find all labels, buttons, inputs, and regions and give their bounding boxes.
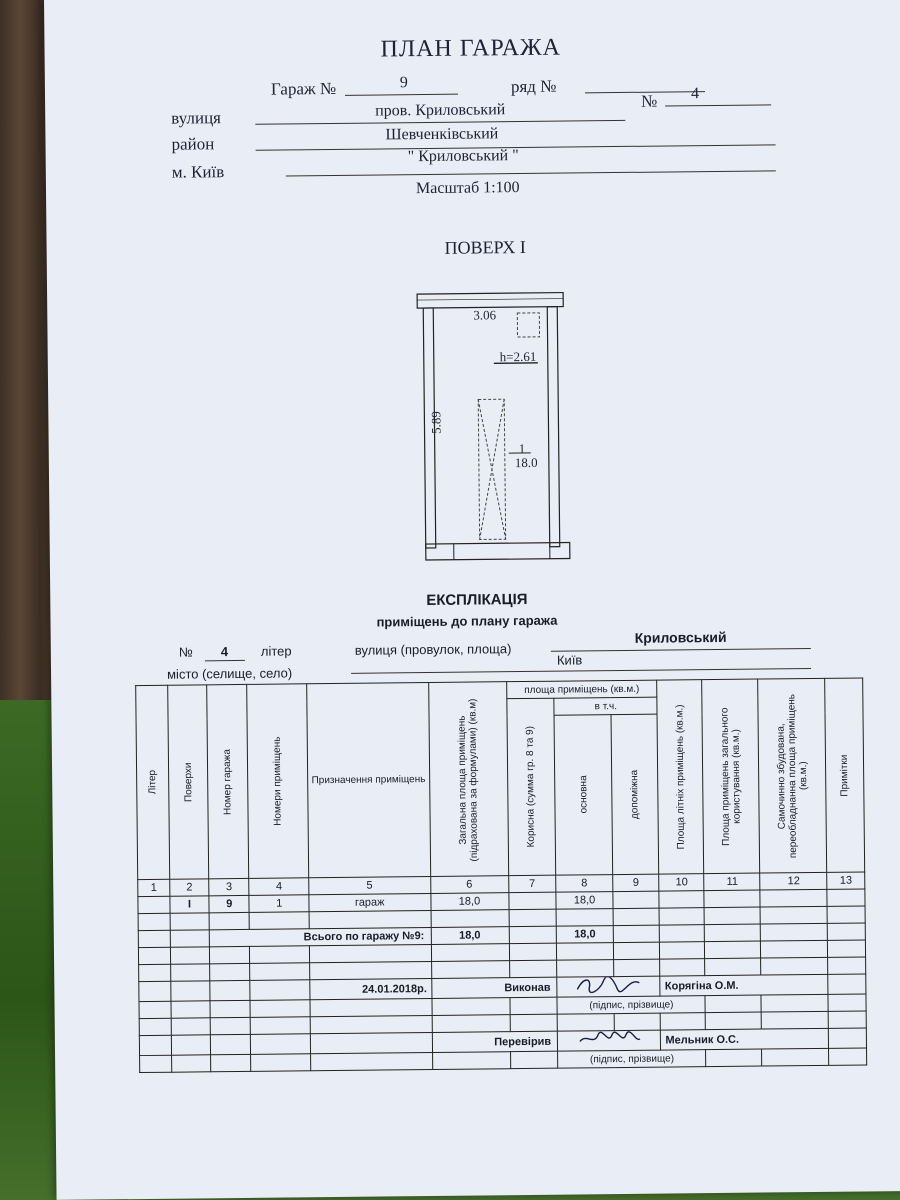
signature-2 (558, 1030, 661, 1051)
col-garage-no-header: Номер гаража (207, 684, 249, 878)
street-value: пров. Криловський (375, 101, 506, 120)
total-row: Всього по гаражу №9: 18,0 18,0 (138, 923, 865, 948)
incl-header: в т.ч. (554, 697, 657, 715)
no-label: № (178, 644, 193, 660)
col-main-header: основна (554, 715, 612, 876)
street-label: вулиця (171, 108, 222, 128)
col-floors-header: Поверхи (168, 685, 209, 879)
floor-title: ПОВЕРХ І (444, 236, 526, 258)
city-value-2: Київ (556, 652, 583, 668)
district-label: район (171, 134, 215, 154)
col-self-built-header: Самочинно збудована, переобладнанна площа приміщень (кв.м.) (758, 678, 827, 873)
col-total-area-header: Загальна площа приміщень (підрахована за формулами) (кв.м) (428, 682, 508, 877)
street-label-2: вулиця (провулок, площа) (354, 641, 512, 658)
signature-1 (557, 976, 660, 997)
coop-value: " Криловський " (407, 147, 519, 166)
number-label: № (640, 91, 658, 111)
number-value: 4 (690, 85, 700, 103)
col-aux-header: допоміжна (611, 714, 659, 874)
row-label: ряд № (510, 76, 557, 97)
executed-row: 24.01.2018р. Виконав Корягіна О.М. (139, 974, 866, 1002)
column-number-row: 1 2 3 4 5 6 7 8 9 10 11 12 13 (138, 872, 865, 897)
area-group-header: площа приміщень (кв.м.) (506, 680, 657, 699)
col-common-header: Площа приміщень загального користування (кв.м.) (702, 679, 760, 874)
room-area: 18.0 (514, 454, 538, 471)
col-notes-header: Примітки (825, 678, 865, 872)
room-number: 1 (518, 440, 526, 457)
sign-hint-row-2: (підпис, прізвище) (140, 1048, 867, 1073)
city-label: м. Київ (171, 162, 225, 182)
explication-title: ЕКСПЛІКАЦІЯ (426, 590, 528, 610)
col-purpose-header: Призначення приміщень (307, 683, 430, 878)
col-useful-header: Корисна (сумма гр. 8 та 9) (506, 698, 556, 875)
explication-table (135, 677, 867, 1073)
sign-hint-row-1: (підпис, прізвище) (139, 994, 866, 1019)
explication-subtitle: приміщень до плану гаража (376, 612, 558, 630)
document-page (44, 0, 900, 1200)
garage-value: 9 (399, 74, 408, 92)
city-label-2: місто (селище, село) (166, 665, 293, 682)
no-value: 4 (220, 644, 229, 660)
plan-length: 5.89 (428, 411, 444, 434)
checked-row: Перевірив Мельник О.С. (139, 1028, 866, 1056)
liter-label: літер (260, 643, 292, 659)
scale-label: Масштаб 1:100 (415, 179, 520, 198)
page-title: ПЛАН ГАРАЖА (380, 34, 561, 63)
col-summer-header: Площа літніх приміщень (кв.м.) (657, 680, 704, 874)
district-value: Шевченківський (385, 125, 499, 144)
col-room-no-header: Номери приміщень (247, 684, 309, 879)
plan-width: 3.06 (473, 307, 497, 323)
garage-label: Гараж № (270, 78, 337, 99)
table-row: І 9 1 гараж 18,0 18,0 (138, 889, 865, 914)
plan-height: h=2.61 (499, 348, 537, 365)
street-value-2: Криловський (634, 628, 727, 646)
col-liter-header: Літер (136, 685, 170, 879)
